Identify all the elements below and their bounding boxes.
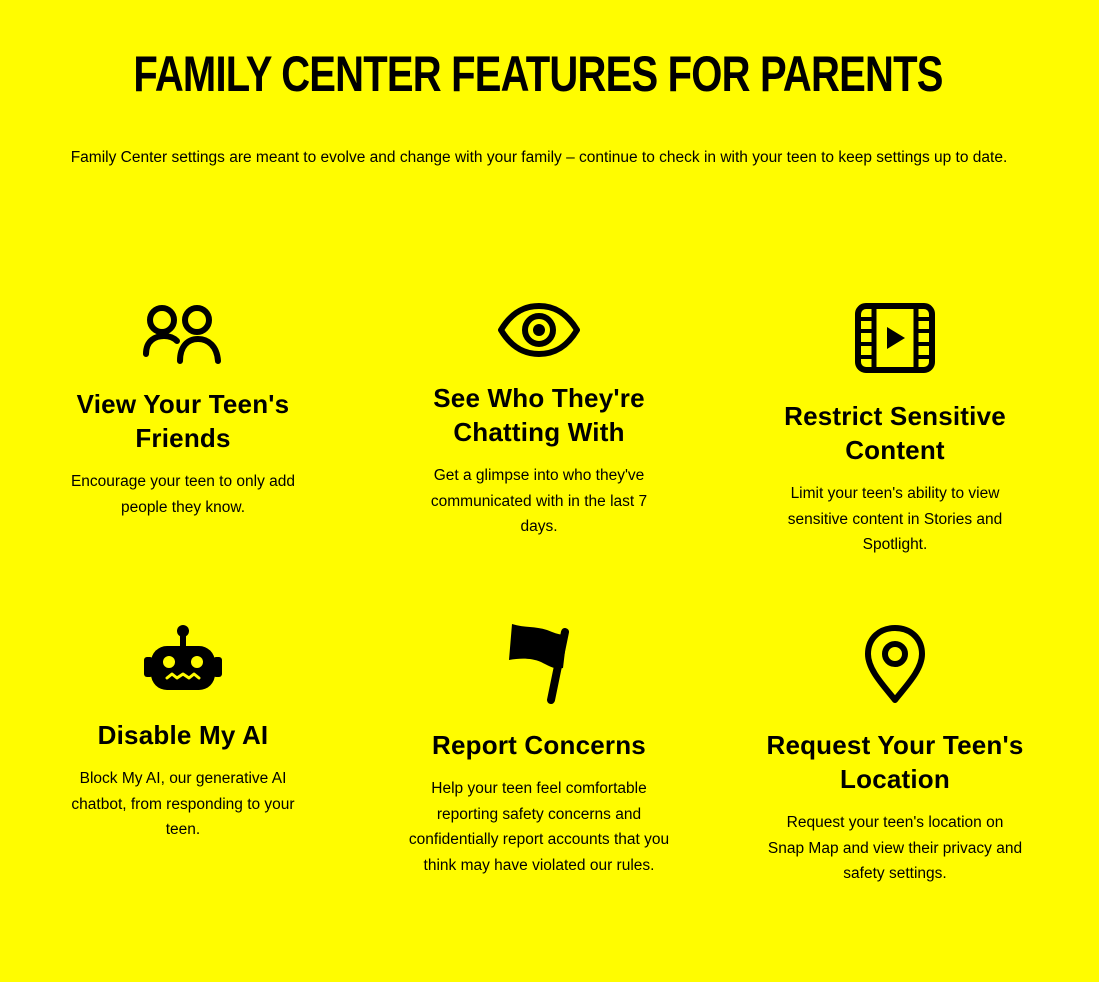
feature-title: See Who They're Chatting With <box>433 383 645 447</box>
feature-description: Encourage your teen to only add people they know. <box>70 473 296 516</box>
feature-description: Request your teen's location on Snap Map and view their privacy and safety settings. <box>767 814 1023 882</box>
film-play-icon <box>854 302 936 374</box>
feature-card-request-location <box>745 624 1045 887</box>
feature-card-report-concerns <box>389 624 689 878</box>
page-title: FAMILY CENTER FEATURES FOR PARENTS <box>133 46 943 102</box>
feature-description: Limit your teen's ability to view sensitive content in Stories and Spotlight. <box>787 485 1003 553</box>
feature-title: Disable My AI <box>97 720 269 750</box>
eye-icon <box>497 302 581 358</box>
feature-title: Restrict Sensitive Content <box>784 401 1006 465</box>
feature-card-restrict-content <box>745 302 1045 558</box>
map-pin-icon <box>864 624 926 704</box>
feature-title: Request Your Teen's Location <box>766 730 1024 794</box>
feature-card-chatting-with <box>389 302 689 540</box>
flag-icon <box>503 624 575 704</box>
feature-description: Block My AI, our generative AI chatbot, from responding to your teen. <box>71 770 295 838</box>
feature-card-disable-my-ai <box>33 624 333 843</box>
people-icon <box>142 302 224 364</box>
feature-description: Get a glimpse into who they've communicated with in the last 7 days. <box>430 467 648 535</box>
feature-title: Report Concerns <box>432 730 646 760</box>
feature-card-view-friends <box>33 302 333 520</box>
robot-icon <box>142 624 224 692</box>
feature-title: View Your Teen's Friends <box>76 389 290 453</box>
feature-description: Help your teen feel comfortable reporting safety concerns and confidentially report accounts that you think may have violated our rules. <box>408 780 670 874</box>
intro-text: Family Center settings are meant to evolve and change with your family – continue to check in with your teen to keep settings up to date. <box>70 149 1008 166</box>
